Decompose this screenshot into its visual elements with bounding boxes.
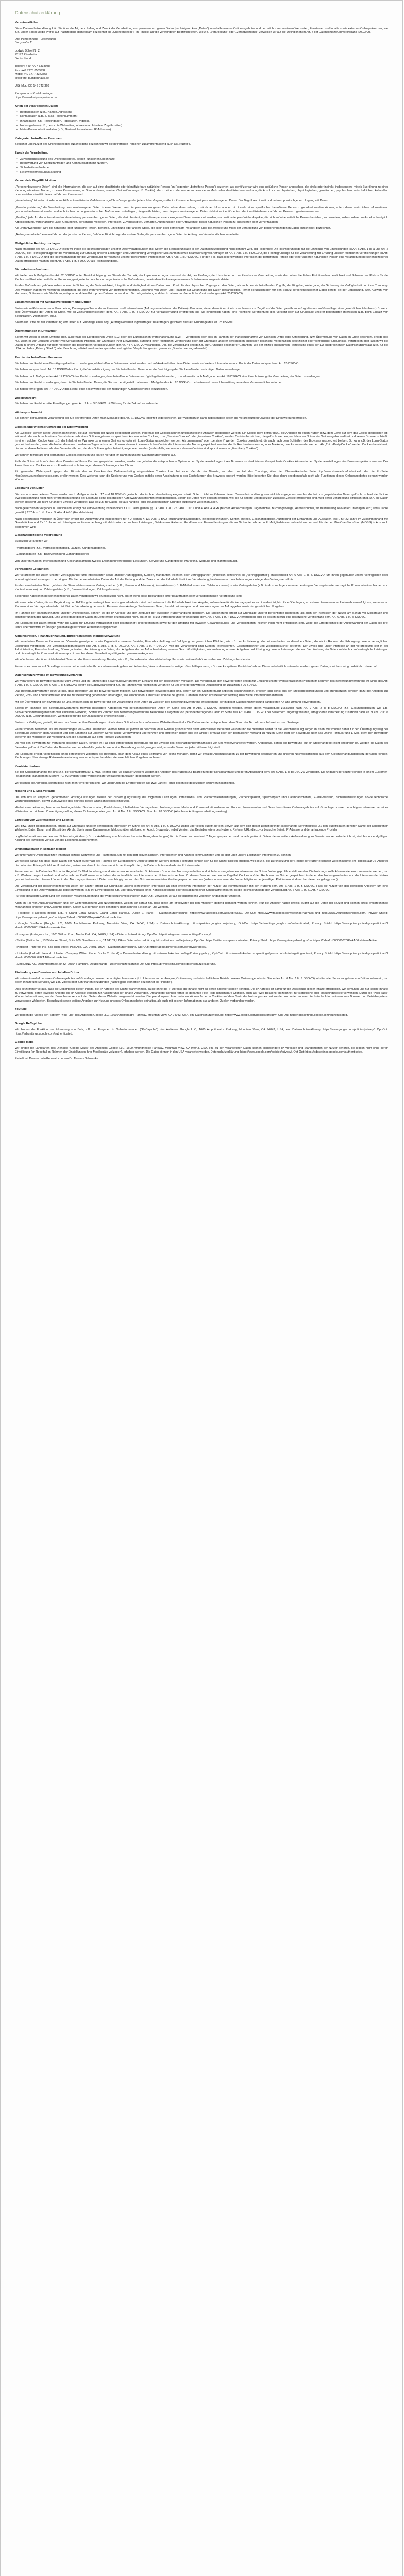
section-heading: Sicherheitsmaßnahmen — [15, 268, 49, 272]
section-heading: Hosting und E-Mail-Versand — [15, 790, 55, 793]
address-line: Deutschland — [15, 57, 31, 60]
bullet-list — [15, 158, 388, 175]
section — [15, 268, 388, 297]
paragraph: - Xing (XING AG, Dammtorstraße 29-32, 20354 Hamburg, Deutschland) – Datenschutzerklärung/ Opt-Out: https://privacy.xing.com/de/datenschutzerklaerung. — [15, 962, 216, 966]
paragraph: Zusätzlich verarbeiten wir — [15, 540, 48, 543]
bullet-item: • Sicherheitsmaßnahmen. — [20, 166, 388, 171]
section-heading: Google Maps — [15, 1041, 34, 1044]
bullet-item: • Inhaltsdaten (z.B., Texteingaben, Fotografien, Videos). — [20, 120, 388, 124]
address-line: https://www.drei-pumpenhaus.de — [15, 96, 57, 99]
paragraph: Sie haben das Recht, erteilte Einwilligungen gem. Art. 7 Abs. 3 DSGVO mit Wirkung für die Zukunft zu widerrufen. — [15, 402, 160, 406]
section — [15, 1022, 388, 1036]
paragraph: Die von uns in Anspruch genommenen Hosting-Leistungen dienen der Zurverfügungstellung der folgenden Leistungen: Infrastruktur- und Plattformdienstleistungen, Rechenkapazität, Speicherplatz und Datenbankdienste, E-Mail-Versand, Sicherheitsleistungen sowie technische Wartungsleistungen, die wir zum Zwecke des Betriebs dieses Onlineangebotes einsetzen. — [15, 795, 388, 803]
address-block — [15, 38, 388, 100]
section-heading: Youtube — [15, 1008, 27, 1011]
paragraph: Die von den Bewerbern zur Verfügung gestellten Daten, können im Fall einer erfolgreichen Bewerbung für die Zwecke des Beschäftigungsverhältnisses von uns weiterverarbeitet werden. Andernfalls, sofern die Bewerbung auf ein Stellenangebot nicht erfolgreich ist, werden die Daten der Bewerber gelöscht. Die Daten der Bewerber werden ebenfalls gelöscht, wenn eine Bewerbung zurückgezogen wird, wozu die Bewerber jederzeit berechtigt sind. — [15, 742, 388, 749]
paragraph: Wir, bzw. unser Hostinganbieter, erhebt auf Grundlage unserer berechtigten Interessen im Sinne des Art. 6 Abs. 1 lit. f. DSGVO Daten über jeden Zugriff auf den Server, auf dem sich dieser Dienst befindet (sogenannte Serverlogfiles). Zu den Zugriffsdaten gehören Name der abgerufenen Webseite, Datei, Datum und Uhrzeit des Abrufs, übertragene Datenmenge, Meldung über erfolgreichen Abruf, Browsertyp nebst Version, das Betriebssystem des Nutzers, Referrer URL (die zuvor besuchte Seite), IP-Adresse und der anfragende Provider. — [15, 824, 388, 832]
paragraph: Als „Verantwortlicher“ wird die natürliche oder juristische Person, Behörde, Einrichtung oder andere Stelle, die allein oder gemeinsam mit anderen über die Zwecke und Mittel der Verarbeitung von personenbezogenen Daten entscheidet, bezeichnet. — [15, 227, 331, 230]
section-heading: Löschung von Daten — [15, 487, 45, 490]
paragraph: von unseren Kunden, Interessenten und Geschäftspartnern zwecks Erbringung vertraglicher Leistungen, Service und Kundenpflege, Marketing, Werbung und Marktforschung. — [15, 559, 238, 563]
paragraph: Logfile-Informationen werden aus Sicherheitsgründen (z.B. zur Aufklärung von Missbrauchs- oder Betrugshandlungen) für die Dauer von maximal 7 Tagen gespeichert und danach gelöscht. Daten, deren weitere Aufbewahrung zu Beweiszwecken erforderlich ist, sind bis zur endgültigen Klärung des jeweiligen Vorfalls von der Löschung ausgenommen. — [15, 835, 388, 842]
address-line — [15, 61, 388, 65]
paragraph: Diese Datenschutzerklärung klärt Sie über die Art, den Umfang und Zweck der Verarbeitung von personenbezogenen Daten (nachfolgend kurz „Daten“) innerhalb unseres Onlineangebotes und der mit ihm verbundenen Webseiten, Funktionen und Inhalte sowie externen Onlinepräsenzen, wie z.B. unser Social Media Profile auf (nachfolgend gemeinsam bezeichnet als „Onlineangebot“). Im Hinblick auf die verwendeten Begrifflichkeiten, wie z.B. „Verarbeitung“ oder „Verantwortlicher“ verweisen wir auf die Definitionen im Art. 4 der Datenschutzgrundverordnung (DSGVO). — [15, 27, 388, 35]
paragraph: Bei der Kontaktaufnahme mit uns (z.B. per Kontaktformular, E-Mail, Telefon oder via sozialer Medien) werden die Angaben des Nutzers zur Bearbeitung der Kontaktanfrage und deren Abwicklung gem. Art. 6 Abs. 1 lit. b) DSGVO verarbeitet. Die Angaben der Nutzer können in einem Customer-Relationship-Management System ("CRM System") oder vergleichbarer Anfragenorganisation gespeichert werden. — [15, 771, 388, 778]
footer-credit: Erstellt mit Datenschutz-Generator.de von Dr. Thomas Schwenke — [15, 1057, 98, 1061]
paragraph: Im Rahmen der Inanspruchnahme unserer Onlinedienste, können wir die IP-Adresse und den Zeitpunkt der jeweiligen Nutzerhandlung speichern. Die Speicherung erfolgt auf Grundlage unserer berechtigten Interessen, als auch der Interessen der Nutzer am Schutz vor Missbrauch und sonstiger unbefugter Nutzung. Eine Weitergabe dieser Daten an Dritte erfolgt grundsätzlich nicht, außer sie ist zur Verfolgung unserer Ansprüche gem. Art. 6 Abs. 1 lit. f. DSGVO erforderlich oder es besteht hierzu eine gesetzliche Verpflichtung gem. Art. 6 Abs. 1 lit. c. DSGVO. — [15, 612, 388, 619]
bullet-list — [15, 111, 388, 132]
section — [15, 635, 388, 669]
bullet-item: • Nutzungsdaten (z.B., besuchte Webseiten, Interesse an Inhalten, Zugriffszeiten). — [20, 124, 388, 128]
section — [15, 1008, 388, 1018]
section — [15, 356, 388, 392]
paragraph: Sie können der künftigen Verarbeitung der Sie betreffenden Daten nach Maßgabe des Art. 21 DSGVO jederzeit widersprechen. Der Widerspruch kann insbesondere gegen die Verarbeitung für Zwecke der Direktwerbung erfolgen. — [15, 417, 307, 420]
section — [15, 819, 388, 843]
section-heading: Arten der verarbeiteten Daten: — [15, 105, 58, 108]
address-line: info@drei-pumpenhaus.de — [15, 76, 49, 80]
bullet-item: • Reichweitenmessung/Marketing — [20, 171, 388, 175]
paragraph: - Instagram (Instagram Inc., 1601 Willow Road, Menlo Park, CA, 94025, USA) – Datenschutzerklärung/ Opt-Out: http://instagram.com/about/legal/privacy/. — [15, 933, 212, 936]
paragraph: - Google/ YouTube (Google LLC, 1600 Amphitheatre Parkway, Mountain View, CA 94043, USA) – Datenschutzerklärung: https://policies.google.com/privacy, Opt-Out: https://adssettings.google.com/authenticated, Privacy Shield: https://www.privacyshield.gov/participant?id=a2zt000000001L5AAI&status=Active. — [15, 922, 388, 929]
paragraph: Wir treffen nach Maßgabe des Art. 32 DSGVO unter Berücksichtigung des Stands der Technik, der Implementierungskosten und der Art, des Umfangs, der Umstände und der Zwecke der Verarbeitung sowie der unterschiedlichen Eintrittswahrscheinlichkeit und Schwere des Risikos für die Rechte und Freiheiten natürlicher Personen, geeignete technische und organisatorische Maßnahmen, um ein dem Risiko angemessenes Schutzniveau zu gewährleisten. — [15, 274, 388, 281]
paragraph: Wir binden die Landkarten des Dienstes “Google Maps” des Anbieters Google LLC, 1600 Amphitheatre Parkway, Mountain View, CA 94043, USA, ein. Zu den verarbeiteten Daten können insbesondere IP-Adressen und Standortdaten der Nutzer gehören, die jedoch nicht ohne deren Einwilligung (im Regelfall im Rahmen der Einstellungen ihrer Mobilgeräte vollzogen), erhoben werden. Die Daten können in den USA verarbeitet werden. Datenschutzerklärung: https://www.google.com/policies/privacy/, Opt-Out: https://adssettings.google.com/authenticated. — [15, 1046, 388, 1054]
section — [15, 242, 388, 264]
section — [15, 568, 388, 630]
privacy-policy-document — [1, 1, 402, 1061]
paragraph: Wir können temporäre und permanente Cookies einsetzen und klären hierüber im Rahmen unserer Datenschutzerklärung auf. — [15, 453, 176, 457]
paragraph: Sie haben entsprechend. Art. 16 DSGVO das Recht, die Vervollständigung der Sie betreffenden Daten oder die Berichtigung der Sie betreffenden unrichtigen Daten zu verlangen. — [15, 368, 242, 372]
paragraph: Sie haben das Recht zu verlangen, dass die Sie betreffenden Daten, die Sie uns bereitgestellt haben nach Maßgabe des Art. 20 DSGVO zu erhalten und deren Übermittlung an andere Verantwortliche zu fordern. — [15, 381, 284, 385]
paragraph: - Twitter (Twitter Inc., 1355 Market Street, Suite 900, San Francisco, CA 94103, USA) – Datenschutzerklärung: https://twitter.com/de/privacy, Opt-Out: https://twitter.com/personalization, Privacy Shield: https://www.privacyshield.gov/participant?id=a2zt0000000TORzAAO&status=Active. — [15, 939, 378, 943]
paragraph: Dies setzt immer voraus, dass die Drittanbieter dieser Inhalte, die IP-Adresse der Nutzer wahrnehmen, da sie ohne die IP-Adresse die Inhalte nicht an deren Browser senden könnten. Die IP-Adresse ist damit für die Darstellung dieser Inhalte erforderlich. Wir bemühen uns nur solche Inhalte zu verwenden, deren jeweilige Anbieter die IP-Adresse lediglich zur Auslieferung der Inhalte verwenden. Drittanbieter können ferner so genannte Pixel-Tags (unsichtbare Grafiken, auch als "Web Beacons" bezeichnet) für statistische oder Marketingzwecke verwenden. Durch die "Pixel-Tags" können Informationen, wie der Besucherverkehr auf den Seiten dieser Website ausgewertet werden. Die pseudonymen Informationen können ferner in Cookies auf dem Gerät der Nutzer gespeichert werden und unter anderem technische Informationen zum Browser und Betriebssystem, verweisende Webseiten, Besuchszeit sowie weitere Angaben zur Nutzung unseres Onlineangebotes enthalten, als auch mit solchen Informationen aus anderen Quellen verbunden werden. — [15, 987, 388, 1003]
address-line: Pumpenhaus Kontaktanfrage: — [15, 92, 54, 96]
section-heading: Verantwortlicher — [15, 21, 39, 24]
paragraph: Falls die Nutzer nicht möchten, dass Cookies auf ihrem Rechner gespeichert werden, werden sie gebeten die entsprechende Option in den Systemeinstellungen ihres Browsers zu deaktivieren. Gespeicherte Cookies können in den Systemeinstellungen des Browsers gelöscht werden. Der Ausschluss von Cookies kann zu Funktionseinschränkungen dieses Onlineangebotes führen. — [15, 460, 388, 467]
address-line: Mobil: +49 1777 3343555 — [15, 73, 48, 76]
paragraph: Wir binden die Videos der Plattform “YouTube” des Anbieters Google LLC, 1600 Amphitheatre Parkway, Mountain View, CA 94043, USA, ein. Datenschutzerklärung: https://www.google.com/policies/privacy/, Opt-Out: https://adssettings.google.com/authenticated. — [15, 1013, 348, 1017]
paragraph: Sie haben nach Maßgabe des Art. 17 DSGVO das Recht zu verlangen, dass betreffende Daten unverzüglich gelöscht werden, bzw. alternativ nach Maßgabe des Art. 18 DSGVO eine Einschränkung der Verarbeitung der Daten zu verlangen. — [15, 375, 321, 378]
paragraph: Nach Maßgabe des Art. 13 DSGVO teilen wir Ihnen die Rechtsgrundlagen unserer Datenverarbeitungen mit. Sofern die Rechtsgrundlage in der Datenschutzerklärung nicht genannt wird, gilt Folgendes: Die Rechtsgrundlage für die Einholung von Einwilligungen ist Art. 6 Abs. 1 lit. a und Art. 7 DSGVO, die Rechtsgrundlage für die Verarbeitung zur Erfüllung unserer Leistungen und Durchführung vertraglicher Maßnahmen sowie Beantwortung von Anfragen ist Art. 6 Abs. 1 lit. b DSGVO, die Rechtsgrundlage für die Verarbeitung zur Erfüllung unserer rechtlichen Verpflichtungen ist Art. 6 Abs. 1 lit. c DSGVO, und die Rechtsgrundlage für die Verarbeitung zur Wahrung unserer berechtigten Interessen ist Art. 6 Abs. 1 lit. f DSGVO. Für den Fall, dass lebenswichtige Interessen der betroffenen Person oder einer anderen natürlichen Person eine Verarbeitung personenbezogener Daten erforderlich machen, dient Art. 6 Abs. 1 lit. d DSGVO als Rechtsgrundlage. — [15, 248, 388, 263]
paragraph: - Facebook (Facebook Ireland Ltd., 4 Grand Canal Square, Grand Canal Harbour, Dublin 2, Irland) – Datenschutzerklärung: https://www.facebook.com/about/privacy/, Opt-Out: https://www.facebook.com/settings?tab=ads und http://www.youronlinechoices.com, Privacy Shield: https://www.privacyshield.gov/participant?id=a2zt0000000GnywAAC&status=Active. — [15, 912, 388, 919]
section — [15, 790, 388, 814]
paragraph: Ein genereller Widerspruch gegen den Einsatz der zu Zwecken des Onlinemarketing eingesetzten Cookies kann bei einer Vielzahl der Dienste, vor allem im Fall des Trackings, über die US-amerikanische Seite http://www.aboutads.info/choices/ oder die EU-Seite http://www.youronlinechoices.com/ erklärt werden. Des Weiteren kann die Speicherung von Cookies mittels deren Abschaltung in den Einstellungen des Browsers erreicht werden. Bitte beachten Sie, dass dann gegebenenfalls nicht alle Funktionen dieses Onlineangebotes genutzt werden können. — [15, 470, 388, 482]
paragraph: Die Löschung der Daten erfolgt, wenn die Daten zur Erfüllung vertraglicher oder gesetzlicher Fürsorgepflichten sowie für den Umgang mit etwaigen Gewährleistungs- und vergleichbaren Pflichten nicht mehr erforderlich sind, wobei die Erforderlichkeit der Aufbewahrung der Daten alle drei Jahre überprüft wird; im Übrigen gelten die gesetzlichen Aufbewahrungspflichten. — [15, 622, 388, 629]
section-heading: Cookies und Widerspruchsrecht bei Direktwerbung — [15, 425, 88, 429]
section — [15, 971, 388, 1003]
section — [15, 411, 388, 421]
section — [15, 765, 388, 785]
section-heading: Maßgebliche Rechtsgrundlagen — [15, 242, 60, 245]
paragraph: - Pinterest (Pinterest Inc., 635 High Street, Palo Alto, CA, 94301, USA) – Datenschutzerklärung/ Opt-Out: https://about.pinterest.com/de/privacy-policy. — [15, 945, 207, 949]
section — [15, 301, 388, 325]
address-line: Ludwig Bölsel Nr. 2 — [15, 49, 40, 53]
section — [15, 137, 388, 147]
section-heading: Widerspruchsrecht — [15, 411, 42, 414]
section — [15, 179, 388, 238]
section-heading: Google ReCaptcha — [15, 1022, 42, 1026]
section-heading: Widerrufsrecht — [15, 396, 37, 400]
section — [15, 848, 388, 967]
paragraph: Sie haben ferner gem. Art. 77 DSGVO das Recht, eine Beschwerde bei der zuständigen Aufsichtsbehörde einzureichen. — [15, 387, 169, 391]
section-heading: Einbindung von Diensten und Inhalten Dritter — [15, 971, 79, 975]
paragraph: Besondere Kategorien personenbezogener Daten verarbeiten wir grundsätzlich nicht, außer wenn diese Bestandteile einer beauftragten oder vertragsgemäßen Verarbeitung sind. — [15, 595, 243, 598]
paragraph: „Verarbeitung“ ist jeder mit oder ohne Hilfe automatisierter Verfahren ausgeführte Vorgang oder jede solche Vorgangsreihe im Zusammenhang mit personenbezogenen Daten. Der Begriff reicht weit und umfasst praktisch jeden Umgang mit Daten. — [15, 199, 329, 203]
paragraph: Zu den Maßnahmen gehören insbesondere die Sicherung der Vertraulichkeit, Integrität und Verfügbarkeit von Daten durch Kontrolle des physischen Zugangs zu den Daten, als auch des sie betreffenden Zugriffs, der Eingabe, Weitergabe, der Sicherung der Verfügbarkeit und ihrer Trennung. Des Weiteren haben wir Verfahren eingerichtet, die eine Wahrnehmung von Betroffenenrechten, Löschung von Daten und Reaktion auf Gefährdung der Daten gewährleisten. Ferner berücksichtigen wir den Schutz personenbezogener Daten bereits bei der Entwicklung, bzw. Auswahl von Hardware, Software sowie Verfahren, entsprechend dem Prinzip des Datenschutzes durch Technikgestaltung und durch datenschutzfreundliche Voreinstellungen (Art. 25 DSGVO). — [15, 284, 388, 296]
section — [15, 487, 388, 529]
paragraph: Die Verarbeitung der personenbezogenen Daten der Nutzer erfolgt auf Grundlage unserer berechtigten Interessen an einer effektiven Information der Nutzer und Kommunikation mit den Nutzern gem. Art. 6 Abs. 1 lit. f. DSGVO. Falls die Nutzer von den jeweiligen Anbietern um eine Einwilligung in die Datenverarbeitung gebeten werden (d.h. ihr Einverständnis z.B. über das Anhaken eines Kontrollkästchens oder Bestätigung einer Schaltfläche erklären) ist die Rechtsgrundlage der Verarbeitung Art. 6 Abs. 1 lit. a., Art. 7 DSGVO. — [15, 885, 388, 892]
paragraph: Die von uns verarbeiteten Daten werden nach Maßgabe der Art. 17 und 18 DSGVO gelöscht oder in ihrer Verarbeitung eingeschränkt. Sofern nicht im Rahmen dieser Datenschutzerklärung ausdrücklich angegeben, werden die bei uns gespeicherten Daten gelöscht, sobald sie für ihre Zweckbestimmung nicht mehr erforderlich sind und der Löschung keine gesetzlichen Aufbewahrungspflichten entgegenstehen. Sofern die Daten nicht gelöscht werden, weil sie für andere und gesetzlich zulässige Zwecke erforderlich sind, wird deren Verarbeitung eingeschränkt. D.h. die Daten werden gesperrt und nicht für andere Zwecke verarbeitet. Das gilt z.B. für Daten, die aus handels- oder steuerrechtlichen Gründen aufbewahrt werden müssen. — [15, 493, 388, 504]
paragraph: - Zahlungsdaten (z.B., Bankverbindung, Zahlungshistorie) — [15, 553, 89, 556]
bullet-item: • Meta-/Kommunikationsdaten (z.B., Geräte-Informationen, IP-Adressen). — [20, 128, 388, 132]
bullet-item: • Kontaktdaten (z.B., E-Mail, Telefonnummern). — [20, 115, 388, 119]
section-heading: Geschäftsbezogene Verarbeitung — [15, 534, 62, 537]
paragraph: Das Bewerbungsverfahren setzt voraus, dass Bewerber uns die Bewerberdaten mitteilen. Die notwendigen Bewerberdaten sind, sofern wir ein Onlineformular anbieten gekennzeichnet, ergeben sich sonst aus den Stellenbeschreibungen und grundsätzlich gehören dazu die Angaben zur Person, Post- und Kontaktadressen und die zur Bewerbung gehörenden Unterlagen, wie Anschreiben, Lebenslauf und die Zeugnisse. Daneben können uns Bewerber freiwillig zusätzliche Informationen mitteilen. — [15, 690, 388, 698]
bullet-item: • Zurverfügungstellung des Onlineangebotes, seiner Funktionen und Inhalte. — [20, 158, 388, 162]
paragraph: Sofern wir im Rahmen unserer Verarbeitung Daten gegenüber anderen Personen und Unternehmen (Auftragsverarbeitern oder Dritten) offenbaren, sie an diese übermitteln oder ihnen sonst Zugriff auf die Daten gewähren, erfolgt dies nur auf Grundlage einer gesetzlichen Erlaubnis (z.B. wenn eine Übermittlung der Daten an Dritte, wie an Zahlungsdienstleister, gem. Art. 6 Abs. 1 lit. b DSGVO zur Vertragserfüllung erforderlich ist), Sie eingewilligt haben, eine rechtliche Verpflichtung dies vorsieht oder auf Grundlage unserer berechtigten Interessen (z.B. beim Einsatz von Beauftragten, Webhostern, etc.). — [15, 307, 388, 318]
paragraph: Ferner speichern wir auf Grundlage unserer betriebswirtschaftlichen Interessen Angaben zu Lieferanten, Veranstaltern und sonstigen Geschäftspartnern, z.B. zwecks späterer Kontaktaufnahme. Diese mehrheitlich unternehmensbezogenen Daten, speichern wir grundsätzlich dauerhaft. — [15, 665, 378, 669]
address-line: 75177 Pforzheim — [15, 53, 37, 57]
section — [15, 330, 388, 351]
paragraph: Sofern zur Verfügung gestellt, können uns Bewerber ihre Bewerbungen mittels eines Onlineformulars auf unserer Website übermitteln. Die Daten werden entsprechend dem Stand der Technik verschlüsselt an uns übertragen. — [15, 721, 301, 724]
section — [15, 426, 388, 482]
paragraph: Ferner werden die Daten der Nutzer im Regelfall für Marktforschungs- und Werbezwecke verarbeitet. So können z.B. aus dem Nutzungsverhalten und sich daraus ergebenden Interessen der Nutzer Nutzungsprofile erstellt werden. Die Nutzungsprofile können wiederum verwendet werden, um z.B. Werbeanzeigen innerhalb und außerhalb der Plattformen zu schalten, die mutmaßlich den Interessen der Nutzer entsprechen. Zu diesen Zwecken werden im Regelfall Cookies auf den Rechnern der Nutzer gespeichert, in denen das Nutzungsverhalten und die Interessen der Nutzer gespeichert werden. Ferner können in den Nutzungsprofilen auch Daten unabhängig der von den Nutzern verwendeten Geräte gespeichert werden (insbesondere wenn die Nutzer Mitglieder der jeweiligen Plattformen sind und bei diesen eingeloggt sind). — [15, 870, 388, 882]
section-heading: Administration, Finanzbuchhaltung, Büroorganisation, Kontaktverwaltung — [15, 634, 121, 638]
bullet-item: • Beantwortung von Kontaktanfragen und Kommunikation mit Nutzern. — [20, 162, 388, 166]
paragraph: Wir verarbeiten Daten im Rahmen von Verwaltungsaufgaben sowie Organisation unseres Betriebs, Finanzbuchhaltung und Befolgung der gesetzlichen Pflichten, wie z.B. der Archivierung. Hierbei verarbeiten wir dieselben Daten, die wir im Rahmen der Erbringung unserer vertraglichen Leistungen verarbeiten. Die Verarbeitungsgrundlagen sind Art. 6 Abs. 1 lit. c. DSGVO, Art. 6 Abs. 1 lit. f. DSGVO. Von der Verarbeitung sind Kunden, Interessenten, Geschäftspartner und Websitebesucher betroffen. Der Zweck und unser Interesse an der Verarbeitung liegt in der Administration, Finanzbuchhaltung, Büroorganisation, Archivierung von Daten, also Aufgaben die der Aufrechterhaltung unserer Geschäftstätigkeiten, Wahrnehmung unserer Aufgaben und Erbringung unserer Leistungen dienen. Die Löschung der Daten im Hinblick auf vertragliche Leistungen und die vertragliche Kommunikation entspricht den, bei diesen Verarbeitungstätigkeiten genannten Angaben. — [15, 640, 388, 655]
paragraph: Nach gesetzlichen Vorgaben in Österreich erfolgt die Aufbewahrung insbesondere für 7 J gemäß § 132 Abs. 1 BAO (Buchhaltungsunterlagen, Belege/Rechnungen, Konten, Belege, Geschäftspapiere, Aufstellung der Einnahmen und Ausgaben, etc.), für 22 Jahre im Zusammenhang mit Grundstücken und für 10 Jahre bei Unterlagen im Zusammenhang mit elektronisch erbrachten Leistungen, Telekommunikations-, Rundfunk- und Fernsehleistungen, die an Nichtunternehmer in EU-Mitgliedstaaten erbracht werden und für die der Mini-One-Stop-Shop (MOSS) in Anspruch genommen wird. — [15, 517, 388, 529]
paragraph: „Auftragsverarbeiter“ eine natürliche oder juristische Person, Behörde, Einrichtung oder andere Stelle, die personenbezogene Daten im Auftrag des Verantwortlichen verarbeitet. — [15, 233, 240, 236]
paragraph: Wir löschen die Anfragen, sofern diese nicht mehr erforderlich sind. Wir überprüfen die Erforderlichkeit alle zwei Jahre; Ferner gelten die gesetzlichen Archivierungspflichten. — [15, 781, 235, 785]
section-heading: Erhebung von Zugriffsdaten und Logfiles — [15, 819, 74, 822]
section-heading: Kontaktaufnahme — [15, 765, 40, 768]
address-line: Telefon: +49 7777 3338088 — [15, 64, 50, 68]
paragraph: Soweit im Rahmen des Bewerbungsverfahrens freiwillig besondere Kategorien von personenbezogenen Daten im Sinne des Art. 9 Abs. 1 DSGVO mitgeteilt werden, erfolgt deren Verarbeitung zusätzlich nach Art. 9 Abs. 2 lit. b DSGVO (z.B. Gesundheitsdaten, wie z.B. Schwerbehinderteneigenschaft oder ethnische Herkunft). Soweit im Rahmen des Bewerbungsverfahrens besondere Kategorien von personenbezogenen Daten im Sinne des Art. 9 Abs. 1 DSGVO bei Bewerbern angefragt werden, erfolgt deren Verarbeitung zusätzlich nach Art. 9 Abs. 2 lit. a DSGVO (z.B. Gesundheitsdaten, wenn diese für die Berufsausübung erforderlich sind). — [15, 707, 388, 718]
paragraph: Wir verarbeiten die Daten unserer Vertragspartner und Interessenten sowie anderer Auftraggeber, Kunden, Mandanten, Klienten oder Vertragspartner (einheitlich bezeichnet als „Vertragspartner“) entsprechend Art. 6 Abs. 1 lit. b. DSGVO, um ihnen gegenüber unsere vertraglichen oder vorvertraglichen Leistungen zu erbringen. Die hierbei verarbeiteten Daten, die Art, der Umfang und der Zweck und die Erforderlichkeit ihrer Verarbeitung, bestimmen sich nach dem zugrundeliegenden Vertragsverhältnis. — [15, 573, 388, 581]
paragraph: „Profiling“ jede Art der automatisierten Verarbeitung personenbezogener Daten, die darin besteht, dass diese personenbezogenen Daten verwendet werden, um bestimmte persönliche Aspekte, die sich auf eine natürliche Person beziehen, zu bewerten, insbesondere um Aspekte bezüglich Arbeitsleistung, wirtschaftliche Lage, Gesundheit, persönliche Vorlieben, Interessen, Zuverlässigkeit, Verhalten, Aufenthaltsort oder Ortswechsel dieser natürlichen Person zu analysieren oder vorherzusagen. — [15, 216, 388, 224]
document-title: Datenschutzerklärung — [15, 10, 60, 15]
paragraph: Für eine detaillierte Darstellung der jeweiligen Verarbeitungen und der Widerspruchsmöglichkeiten (Opt-Out), verweisen wir auf die nachfolgend verlinkten Angaben der Anbieter. — [15, 895, 241, 899]
paragraph: Die Löschung erfolgt, vorbehaltlich eines berechtigten Widerrufs der Bewerber, nach dem Ablauf eines Zeitraums von sechs Monaten, damit wir etwaige Anschlussfragen zu der Bewerbung beantworten und unseren Nachweispflichten aus dem Gleichbehandlungsgesetz genügen können. Rechnungen über etwaige Reisekostenerstattung werden entsprechend den steuerrechtlichen Vorgaben archiviert. — [15, 752, 388, 760]
paragraph: Wir offenbaren oder übermitteln hierbei Daten an die Finanzverwaltung, Berater, wie z.B., Steuerberater oder Wirtschaftsprüfer sowie weitere Gebührenstellen und Zahlungsdienstleister. — [15, 658, 251, 662]
paragraph: Wir weisen darauf hin, dass dabei Daten der Nutzer außerhalb des Raumes der Europäischen Union verarbeitet werden können. Hierdurch können sich für die Nutzer Risiken ergeben, weil so z.B. die Durchsetzung der Rechte der Nutzer erschwert werden könnte. Im Hinblick auf US-Anbieter die unter dem Privacy-Shield zertifiziert sind, weisen wir darauf hin, dass sie sich damit verpflichten, die Datenschutzstandards der EU einzuhalten. — [15, 860, 388, 867]
paragraph: Ferner können Bewerber uns ihre Bewerbungen via E-Mail übermitteln. Hierbei bitten wir jedoch zu beachten, dass E-Mails grundsätzlich nicht verschlüsselt versendet werden und die Bewerber selbst für die Verschlüsselung sorgen müssen. Wir können daher für den Übertragungsweg der Bewerbung zwischen dem Absender und dem Empfang auf unserem Server keine Verantwortung übernehmen und empfehlen daher eher ein Online-Formular oder den postalischen Versand zu nutzen. Denn statt der Bewerbung über das Online-Formular und E-Mail, steht den Bewerbern weiterhin die Möglichkeit zur Verfügung, uns die Bewerbung auf dem Postweg zuzusenden. — [15, 727, 388, 739]
section-heading: Zweck der Verarbeitung — [15, 151, 49, 155]
section — [15, 105, 388, 132]
address-line: USt-IdNr.: DE 146 743 360 — [15, 84, 49, 88]
bullet-item: • Bestandsdaten (z.B., Namen, Adressen). — [20, 111, 388, 115]
address-line — [15, 45, 388, 49]
section-heading: Rechte der betroffenen Personen — [15, 356, 62, 359]
section — [15, 674, 388, 760]
paragraph: - Vertragsdaten (z.B., Vertragsgegenstand, Laufzeit, Kundenkategorie). — [15, 546, 106, 550]
section-heading: Zusammenarbeit mit Auftragsverarbeitern und Dritten — [15, 301, 91, 304]
section — [15, 151, 388, 175]
paragraph: Wir unterhalten Onlinepräsenzen innerhalb sozialer Netzwerke und Plattformen, um mit den dort aktiven Kunden, Interessenten und Nutzern kommunizieren und sie dort über unsere Leistungen informieren zu können. — [15, 853, 292, 857]
section-heading: Datenschutzhinweise im Bewerbungsverfahren — [15, 673, 82, 677]
section-heading: Kategorien betroffener Personen — [15, 137, 62, 140]
paragraph: Nach gesetzlichen Vorgaben in Deutschland, erfolgt die Aufbewahrung insbesondere für 10 Jahre gemäß §§ 147 Abs. 1 AO, 257 Abs. 1 Nr. 1 und 4, Abs. 4 HGB (Bücher, Aufzeichnungen, Lageberichte, Buchungsbelege, Handelsbücher, für Besteuerung relevanter Unterlagen, etc.) und 6 Jahre gemäß § 257 Abs. 1 Nr. 2 und 3, Abs. 4 HGB (Handelsbriefe). — [15, 507, 388, 515]
paragraph: Hierbei verarbeiten wir, bzw. unser Hostinganbieter Bestandsdaten, Kontaktdaten, Inhaltsdaten, Vertragsdaten, Nutzungsdaten, Meta- und Kommunikationsdaten von Kunden, Interessenten und Besuchern dieses Onlineangebotes auf Grundlage unserer berechtigten Interessen an einer effizienten und sicheren Zurverfügungstellung dieses Onlineangebotes gem. Art. 6 Abs. 1 lit. f DSGVO i.V.m. Art. 28 DSGVO (Abschluss Auftragsverarbeitungsvertrag). — [15, 806, 388, 814]
section — [15, 21, 388, 100]
paragraph: Sofern wir Daten in einem Drittland (d.h. außerhalb der Europäischen Union (EU) oder des Europäischen Wirtschaftsraums (EWR)) verarbeiten oder dies im Rahmen der Inanspruchnahme von Diensten Dritter oder Offenlegung, bzw. Übermittlung von Daten an Dritte geschieht, erfolgt dies nur, wenn es zur Erfüllung unserer (vor)vertraglichen Pflichten, auf Grundlage Ihrer Einwilligung, aufgrund einer rechtlichen Verpflichtung oder auf Grundlage unserer berechtigten Interessen geschieht. Vorbehaltlich gesetzlicher oder vertraglicher Erlaubnisse, verarbeiten oder lassen wir die Daten in einem Drittland nur beim Vorliegen der besonderen Voraussetzungen der Art. 44 ff. DSGVO verarbeiten. D.h. die Verarbeitung erfolgt z.B. auf Grundlage besonderer Garantien, wie der offiziell anerkannten Feststellung eines der EU entsprechenden Datenschutzniveaus (z.B. für die USA durch das „Privacy Shield“) oder Beachtung offiziell anerkannter spezieller vertraglicher Verpflichtungen (so genannte „Standardvertragsklauseln“). — [15, 335, 388, 351]
section — [15, 534, 388, 563]
paragraph: Auch im Fall von Auskunftsanfragen und der Geltendmachung von Nutzerrechten, weisen wir darauf hin, dass diese am effektivsten bei den Anbietern geltend gemacht werden können. Nur die Anbieter haben jeweils Zugriff auf die Daten der Nutzer und können direkt entsprechende Maßnahmen ergreifen und Auskünfte geben. Sollten Sie dennoch Hilfe benötigen, dann können Sie sich an uns wenden. — [15, 902, 388, 909]
address-line: Burgstraße 11 — [15, 41, 33, 45]
paragraph: „Pseudonymisierung“ die Verarbeitung personenbezogener Daten in einer Weise, dass die personenbezogenen Daten ohne Hinzuziehung zusätzlicher Informationen nicht mehr einer spezifischen betroffenen Person zugeordnet werden können, sofern diese zusätzlichen Informationen gesondert aufbewahrt werden und technischen und organisatorischen Maßnahmen unterliegen, die gewährleisten, dass die personenbezogenen Daten nicht einer identifizierten oder identifizierbaren natürlichen Person zugewiesen werden. — [15, 206, 388, 213]
section — [15, 1041, 388, 1055]
section-heading: Verwendete Begrifflichkeiten — [15, 179, 56, 182]
section-heading: Onlinepräsenzen in sozialen Medien — [15, 848, 66, 851]
address-line — [15, 89, 388, 93]
address-line — [15, 80, 388, 84]
paragraph: Sofern wir Dritte mit der Verarbeitung von Daten auf Grundlage eines sog. „Auftragsverarbeitungsvertrages“ beauftragen, geschieht dies auf Grundlage des Art. 28 DSGVO. — [15, 321, 234, 325]
paragraph: Wir verarbeiten Daten, die zur Begründung und Erfüllung der vertraglichen Leistungen erforderlich sind und weisen auf die Erforderlichkeit ihrer Angabe, sofern diese für die Vertragspartner nicht evident ist, hin. Eine Offenlegung an externe Personen oder Unternehmen erfolgt nur, wenn sie im Rahmen eines Vertrags erforderlich ist. Bei der Verarbeitung der uns im Rahmen eines Auftrags überlassenen Daten, handeln wir entsprechend den Weisungen der Auftraggeber sowie der gesetzlichen Vorgaben. — [15, 601, 388, 608]
address-line: Fax: +49 7775 8533932 — [15, 69, 46, 72]
paragraph: „Personenbezogene Daten“ sind alle Informationen, die sich auf eine identifizierte oder identifizierbare natürliche Person (im Folgenden „betroffene Person“) beziehen; als identifizierbar wird eine natürliche Person angesehen, die direkt oder indirekt, insbesondere mittels Zuordnung zu einer Kennung wie einem Namen, zu einer Kennnummer, zu Standortdaten, zu einer Online-Kennung (z.B. Cookie) oder zu einem oder mehreren besonderen Merkmalen identifiziert werden kann, die Ausdruck der physischen, physiologischen, genetischen, psychischen, wirtschaftlichen, kulturellen oder sozialen Identität dieser natürlichen Person sind. — [15, 185, 388, 196]
section-heading: Vertragliche Leistungen — [15, 568, 49, 571]
address-line: Drei Pumpenhaus - Lederwaren — [15, 37, 56, 41]
section — [15, 397, 388, 406]
paragraph: Mit der Übermittlung der Bewerbung an uns, erklären sich die Bewerber mit der Verarbeitung ihrer Daten zu Zwecken des Bewerbungsverfahrens entsprechend der in dieser Datenschutzerklärung dargelegten Art und Umfang einverstanden. — [15, 700, 321, 704]
paragraph: - LinkedIn (LinkedIn Ireland Unlimited Company Wilton Place, Dublin 2, Irland) – Datenschutzerklärung https://www.linkedin.com/legal/privacy-policy , Opt-Out: https://www.linkedin.com/psettings/guest-controls/retargeting-opt-out, Privacy Shield: https://www.privacyshield.gov/participant?id=a2zt0000000L0UZAA0&status=Active. — [15, 952, 388, 959]
paragraph: Wir setzen innerhalb unseres Onlineangebotes auf Grundlage unserer berechtigten Interessen (d.h. Interesse an der Analyse, Optimierung und wirtschaftlichem Betrieb unseres Onlineangebotes im Sinne des Art. 6 Abs. 1 lit. f. DSGVO) Inhalts- oder Serviceangebote von Drittanbietern ein, um deren Inhalte und Services, wie z.B. Videos oder Schriftarten einzubinden (nachfolgend einheitlich bezeichnet als “Inhalte”). — [15, 977, 388, 985]
paragraph: Als „Cookies“ werden kleine Dateien bezeichnet, die auf Rechnern der Nutzer gespeichert werden. Innerhalb der Cookies können unterschiedliche Angaben gespeichert werden. Ein Cookie dient primär dazu, die Angaben zu einem Nutzer (bzw. dem Gerät auf dem das Cookie gespeichert ist) während oder auch nach seinem Besuch innerhalb eines Onlineangebotes zu speichern. Als temporäre Cookies, bzw. „Session-Cookies“ oder „transiente Cookies“, werden Cookies bezeichnet, die gelöscht werden, nachdem ein Nutzer ein Onlineangebot verlässt und seinen Browser schließt. In einem solchen Cookie kann z.B. der Inhalt eines Warenkorbs in einem Onlineshop oder ein Login-Status gespeichert werden. Als „permanent“ oder „persistent“ werden Cookies bezeichnet, die auch nach dem Schließen des Browsers gespeichert bleiben. So kann z.B. der Login-Status gespeichert werden, wenn die Nutzer diese nach mehreren Tagen aufsuchen. Ebenso können in einem solchen Cookie die Interessen der Nutzer gespeichert werden, die für Reichweitenmessung oder Marketingzwecke verwendet werden. Als „Third-Party-Cookie“ werden Cookies bezeichnet, die von anderen Anbietern als dem Verantwortlichen, der das Onlineangebot betreibt, angeboten werden (andernfalls, wenn es nur dessen Cookies sind spricht man von „First-Party Cookies“). — [15, 431, 388, 450]
paragraph: Wir binden die Funktion zur Erkennung von Bots, z.B. bei Eingaben in Onlineformularen ("ReCaptcha") des Anbieters Google LLC, 1600 Amphitheatre Parkway, Mountain View, CA 94043, USA, ein. Datenschutzerklärung: https://www.google.com/policies/privacy/, Opt-Out: https://adssettings.google.com/authenticated. — [15, 1028, 388, 1036]
paragraph: Besucher und Nutzer des Onlineangebotes (Nachfolgend bezeichnen wir die betroffenen Personen zusammenfassend auch als „Nutzer“). — [15, 143, 191, 146]
section-heading: Übermittlungen in Drittländer — [15, 330, 57, 333]
sections-container — [15, 21, 388, 1055]
paragraph: Wir verarbeiten die Bewerberdaten nur zum Zweck und im Rahmen des Bewerbungsverfahrens im Einklang mit den gesetzlichen Vorgaben. Die Verarbeitung der Bewerberdaten erfolgt zur Erfüllung unserer (vor)vertraglichen Pflichten im Rahmen des Bewerbungsverfahrens im Sinne des Art. 6 Abs. 1 lit. b. DSGVO Art. 6 Abs. 1 lit. f. DSGVO sofern die Datenverarbeitung z.B. im Rahmen von rechtlichen Verfahren für uns erforderlich wird (in Deutschland gilt zusätzlich § 26 BDSG). — [15, 680, 388, 687]
paragraph: Sie haben das Recht, eine Bestätigung darüber zu verlangen, ob betreffende Daten verarbeitet werden und auf Auskunft über diese Daten sowie auf weitere Informationen und Kopie der Daten entsprechend Art. 15 DSGVO. — [15, 362, 299, 365]
paragraph: Zu den verarbeiteten Daten gehören die Stammdaten unserer Vertragspartner (z.B., Namen und Adressen), Kontaktdaten (z.B. E-Mailadressen und Telefonnummern) sowie Vertragsdaten (z.B., in Anspruch genommene Leistungen, Vertragsinhalte, vertragliche Kommunikation, Namen von Kontaktpersonen) und Zahlungsdaten (z.B., Bankverbindungen, Zahlungshistorie). — [15, 584, 388, 591]
